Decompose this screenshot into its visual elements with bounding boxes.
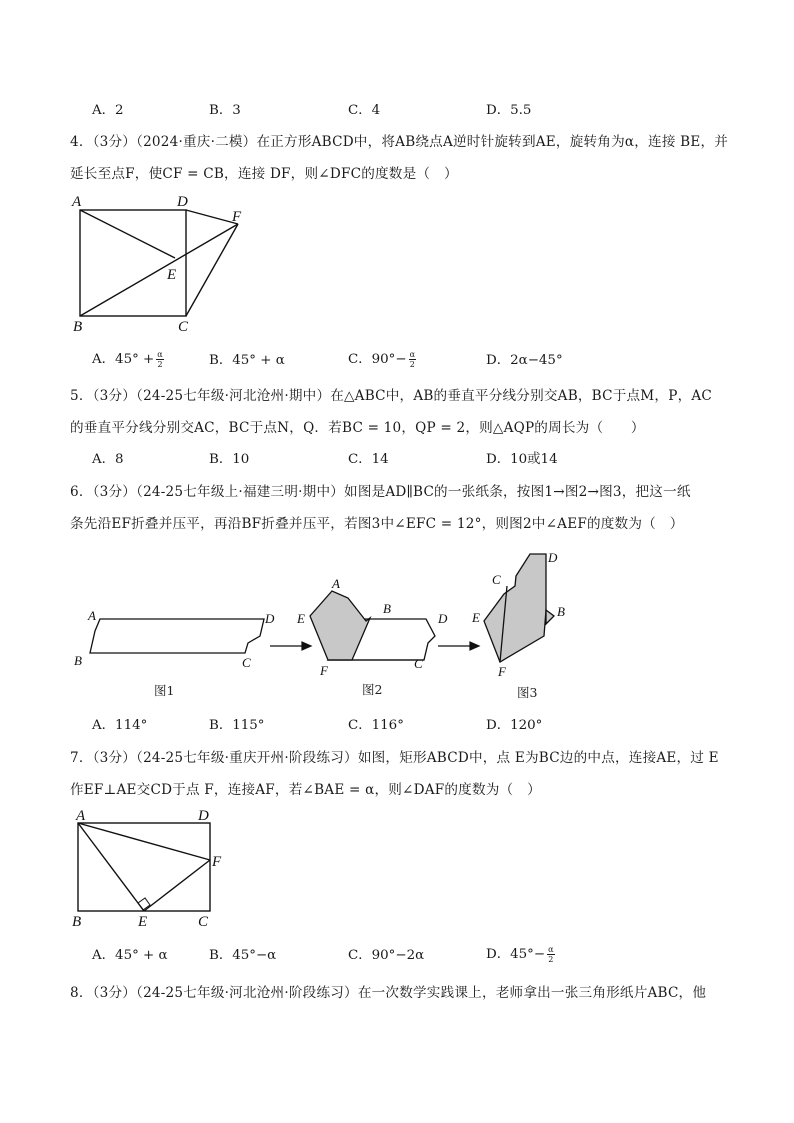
q7-option-d[interactable] [486,945,555,964]
q6-fig1-label-c: C [242,655,251,670]
q6-option-a[interactable]: A．114° [92,718,148,733]
q6-fig2-label-a: A [332,576,340,591]
q7-text-line1: 7．（3分）（24-25七年级·重庆开州·阶段练习）如图，矩形ABCD中，点 E为BC边的中点，连接AE，过 E [70,750,719,766]
q4-text-line1: 4．（3分）（2024·重庆·二模）在正方形ABCD中，将AB绕点A逆时针旋转到AE，旋转角为α，连接 BE，并 [70,134,729,150]
q5-option-a[interactable]: A．8 [92,452,124,467]
q6-fig3-label-f: F [498,664,506,679]
q6-fig3-label-e: E [472,610,480,625]
q5-option-d[interactable]: D．10或14 [486,452,558,467]
q6-fig3 [484,554,554,662]
numerator: α [157,350,163,359]
q3-option-c[interactable]: C．4 [348,103,381,118]
q4-label-f: F [232,209,242,225]
q4-option-a[interactable] [92,350,164,369]
q6-arrow-2 [438,642,479,650]
q6-fig2-label-d: D [438,611,448,626]
q4-label-a: A [72,194,82,210]
denominator: 2 [548,955,554,964]
q7-option-a[interactable]: A．45° + α [92,948,168,963]
q6-fig2-label-e: E [297,611,305,626]
q6-option-b[interactable]: B．115° [209,718,265,733]
q6-fig3-label-c: C [492,572,501,587]
denominator: 2 [157,360,163,369]
q6-fig1 [90,619,264,653]
q6-option-d[interactable]: D．120° [486,718,543,733]
numerator: α [409,350,415,359]
q7-figure [66,806,266,936]
q6-fig2-label-b: B [383,601,391,616]
q6-arrow-1 [270,642,311,650]
q5-text-line1: 5．（3分）（24-25七年级·河北沧州·期中）在△ABC中，AB的垂直平分线分别交AB，BC于点M，P，AC [70,388,712,404]
q3-option-b[interactable]: B．3 [209,103,241,118]
q5-text-line2: 的垂直平分线分别交AC，BC于点N，Q．若BC = 10，QP = 2，则△AQP的周长为（ ） [70,420,645,436]
q4-label-e: E [167,267,177,283]
q6-fig1-label-d: D [265,611,275,626]
q4-option-d[interactable]: D．2α−45° [486,353,563,368]
q6-text-line2: 条先沿EF折叠并压平，再沿BF折叠并压平，若图3中∠EFC = 12°，则图2中∠AEF的度数为（ ） [70,516,684,532]
q7-label-e: E [138,914,148,930]
q6-fig2-label-f: F [320,663,328,678]
q4-figure [60,190,280,340]
q6-fig1-caption: 图1 [154,683,175,698]
q4-option-c[interactable] [348,350,416,369]
q4-label-b: B [73,319,83,335]
numerator: α [548,945,554,954]
fraction [547,945,554,964]
q4-option-b[interactable]: B．45° + α [209,353,285,368]
q6-fig3-label-b: B [557,604,565,619]
q3-option-a[interactable]: A．2 [92,103,124,118]
q6-fig2-caption: 图2 [362,682,383,697]
q6-fig3-label-d: D [548,550,558,565]
q6-fig1-label-b: B [74,653,82,668]
denominator: 2 [409,360,415,369]
q4-option-c-text: C．90°− [348,352,407,367]
q7-label-d: D [198,808,209,824]
q4-label-d: D [177,194,188,210]
q4-label-c: C [178,319,189,335]
q6-text-line1: 6．（3分）（24-25七年级上·福建三明·期中）如图是AD∥BC的一张纸条，按图1→图2→图3，把这一纸 [70,484,691,500]
q6-option-c[interactable]: C．116° [348,718,404,733]
q5-option-c[interactable]: C．14 [348,452,389,467]
q6-fig3-caption: 图3 [517,685,538,700]
q6-figures [70,546,690,706]
q4-option-a-text: A．45° + [92,352,155,367]
q6-fig2-label-c: C [414,656,423,671]
q7-option-d-text: D．45°− [486,947,546,962]
q7-label-a: A [76,808,86,824]
q7-text-line2: 作EF⊥AE交CD于点 F，连接AF，若∠BAE = α，则∠DAF的度数为（ ） [70,782,541,798]
fraction [156,350,163,369]
q6-fig1-label-a: A [88,608,96,623]
q7-label-c: C [198,914,209,930]
q6-fig2 [310,591,435,660]
fraction [409,350,416,369]
q7-label-f: F [212,854,222,870]
q8-text-line1: 8．（3分）（24-25七年级·河北沧州·阶段练习）在一次数学实践课上，老师拿出一张三角形纸片ABC，他 [70,985,707,1001]
q3-option-d[interactable]: D．5.5 [486,103,532,118]
q7-rectangle [78,823,210,911]
q4-text-line2: 延长至点F，使CF = CB，连接 DF，则∠DFC的度数是（ ） [70,166,458,182]
q7-option-b[interactable]: B．45°−α [209,948,277,963]
q5-option-b[interactable]: B．10 [209,452,250,467]
q7-label-b: B [72,914,82,930]
q7-option-c[interactable]: C．90°−2α [348,948,425,963]
